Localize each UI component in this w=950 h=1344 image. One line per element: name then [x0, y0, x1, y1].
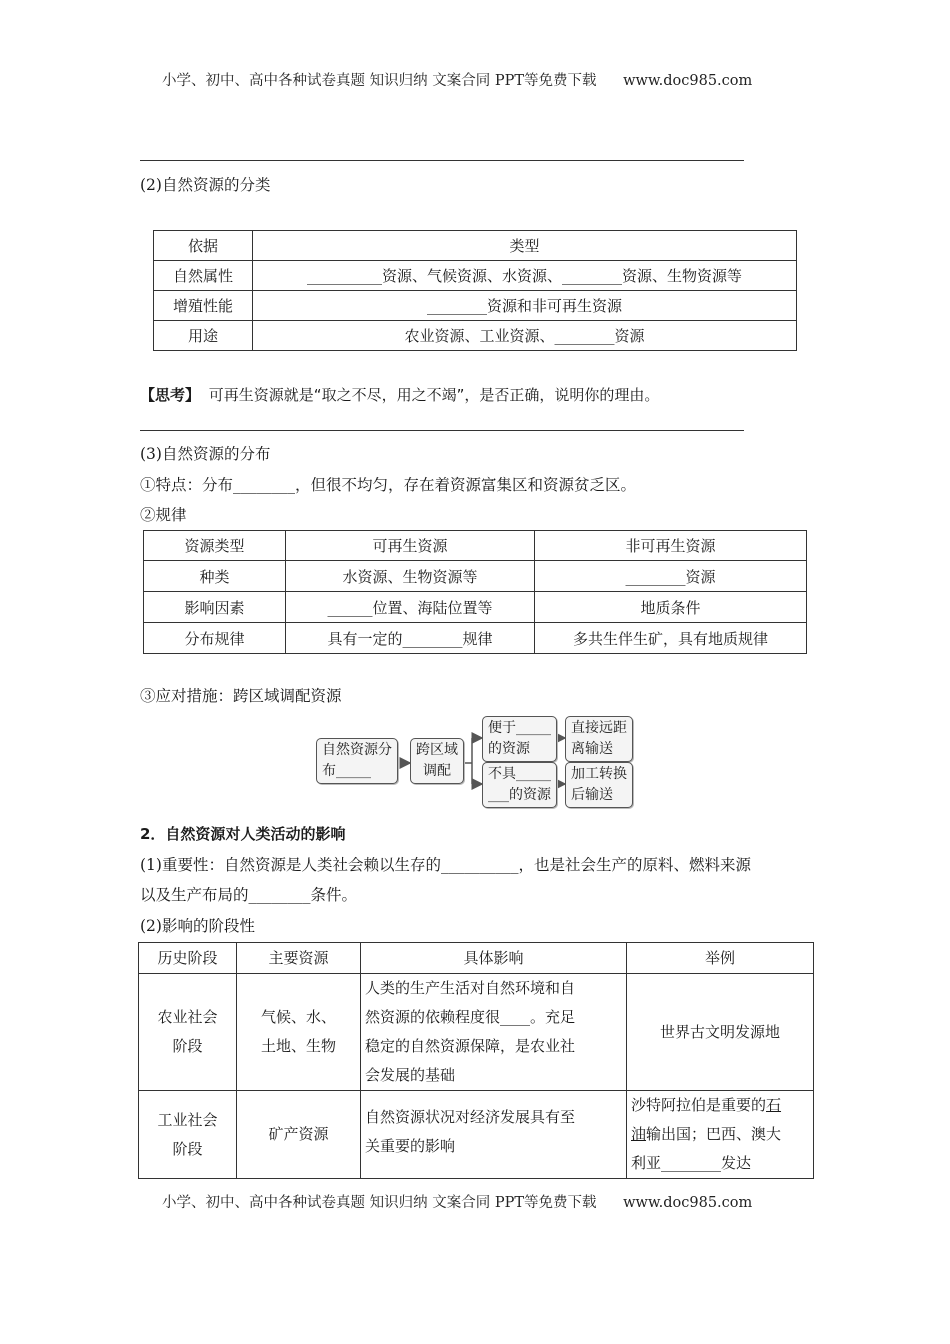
table-cell: 气候、水、 土地、生物	[237, 974, 361, 1091]
importance-line2: 以及生产布局的________条件。	[140, 886, 358, 904]
table-cell: 具有一定的________规律	[286, 623, 535, 654]
distribution-heading: (3)自然资源的分布	[140, 445, 271, 463]
table-header: 主要资源	[237, 943, 361, 974]
header-url: www.doc985.com	[623, 73, 753, 89]
table-header: 可再生资源	[286, 531, 535, 561]
rule-heading: ②规律	[140, 506, 187, 524]
flow-box-inconvenient: 不具_____ ___的资源	[482, 762, 557, 808]
flow-box-processed: 加工转换 后输送	[565, 762, 633, 808]
table-cell: 地质条件	[535, 592, 807, 623]
flow-box-distribution: 自然资源分 布_____	[316, 738, 398, 784]
table-header: 举例	[627, 943, 814, 974]
table-cell: 分布规律	[144, 623, 286, 654]
page-footer	[162, 1191, 752, 1212]
footer-url: www.doc985.com	[623, 1195, 753, 1211]
table-header: 类型	[253, 231, 797, 261]
table-cell: 多共生伴生矿，具有地质规律	[535, 623, 807, 654]
table-cell: ________资源	[535, 561, 807, 592]
table-cell: 人类的生产生活对自然环境和自 然资源的依赖程度很____。充足 稳定的自然资源保障，是农业社 会发展的基础	[361, 974, 627, 1091]
table-cell: 农业资源、工业资源、________资源	[253, 321, 797, 351]
table-cell: 种类	[144, 561, 286, 592]
stage-table	[138, 942, 814, 1179]
table-cell: 自然资源状况对经济发展具有至 关重要的影响	[361, 1091, 627, 1179]
flow-box-convenient: 便于_____ 的资源	[482, 716, 557, 762]
table-cell: ________资源和非可再生资源	[253, 291, 797, 321]
header-text: 小学、初中、高中各种试卷真题 知识归纳 文案合同 PPT等免费下载	[162, 73, 597, 89]
table-header: 历史阶段	[139, 943, 237, 974]
flow-box-transfer: 跨区域 调配	[410, 738, 464, 784]
think-label: 【思考】	[140, 386, 201, 404]
table-header: 非可再生资源	[535, 531, 807, 561]
stage-heading: (2)影响的阶段性	[140, 917, 255, 935]
table-cell: 沙特阿拉伯是重要的石 油输出国；巴西、澳大 利亚________发达	[627, 1091, 814, 1179]
table-header: 具体影响	[361, 943, 627, 974]
footer-text: 小学、初中、高中各种试卷真题 知识归纳 文案合同 PPT等免费下载	[162, 1195, 597, 1211]
flow-box-direct: 直接远距 离输送	[565, 716, 633, 762]
table-header: 依据	[154, 231, 253, 261]
table-header: 资源类型	[144, 531, 286, 561]
table-cell: 水资源、生物资源等	[286, 561, 535, 592]
think-text: 可再生资源就是“取之不尽，用之不竭”，是否正确，说明你的理由。	[208, 386, 660, 404]
table-cell: 增殖性能	[154, 291, 253, 321]
table-cell: ______位置、海陆位置等	[286, 592, 535, 623]
table-cell: __________资源、气候资源、水资源、________资源、生物资源等	[253, 261, 797, 291]
table-cell: 自然属性	[154, 261, 253, 291]
table-cell: 农业社会 阶段	[139, 974, 237, 1091]
table-cell: 矿产资源	[237, 1091, 361, 1179]
distribution-feature: ①特点：分布________，但很不均匀，存在着资源富集区和资源贫乏区。	[140, 476, 637, 494]
importance-line1: (1)重要性：自然资源是人类社会赖以生存的__________，也是社会生产的原料、燃料来源	[140, 856, 751, 874]
table-cell: 影响因素	[144, 592, 286, 623]
table-cell: 世界古文明发源地	[627, 974, 814, 1091]
table-cell: 用途	[154, 321, 253, 351]
impact-heading: 2．自然资源对人类活动的影响	[140, 825, 346, 843]
measures-heading: ③应对措施：跨区域调配资源	[140, 687, 342, 705]
classification-heading: (2)自然资源的分类	[140, 176, 271, 194]
table-cell: 工业社会 阶段	[139, 1091, 237, 1179]
